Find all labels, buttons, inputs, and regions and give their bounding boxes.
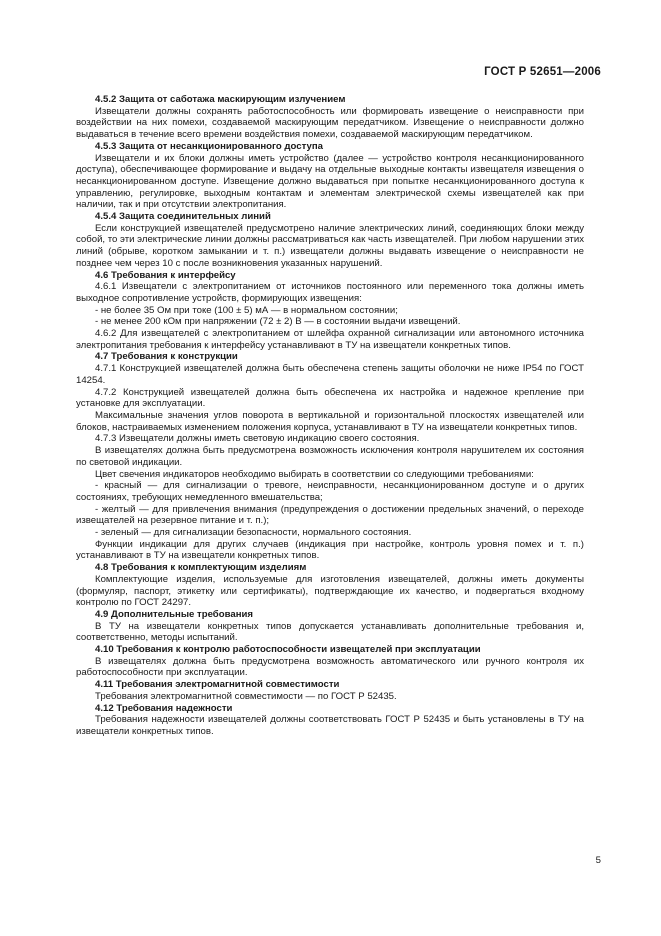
paragraph: Максимальные значения углов поворота в вертикальной и горизонтальной плоскостях извещателей или блоков, настраиваемых изменением положения корпуса, устанавливают в ТУ на извещатели конкретных типов. xyxy=(76,409,584,433)
page-number: 5 xyxy=(595,855,601,866)
section-heading-4-8: 4.8 Требования к комплектующим изделиям xyxy=(95,562,307,574)
paragraph: Извещатели и их блоки должны иметь устройство (далее — устройство контроля несанкционированного доступа), обеспечивающее формирование и выдачу на отдельные выходные контакты извещателя извещения о несанкционированном доступе. Извещение должно выдаваться при попытке несанкционированного доступа к управлению, регулировке, выходным контактам и элементам электрической схемы извещателей как при наличии, так и при отсутствии электропитания. xyxy=(76,152,584,211)
section-heading-4-6: 4.6 Требования к интерфейсу xyxy=(95,269,236,281)
list-item: - красный — для сигнализации о тревоге, неисправности, несанкционированном доступе и о других состояниях, требующих немедленного вмешательства; xyxy=(76,480,584,503)
section-heading-4-5-3: 4.5.3 Защита от несанкционированного доступа xyxy=(95,140,323,152)
paragraph: Требования электромагнитной совместимости — по ГОСТ Р 52435. xyxy=(95,690,397,702)
list-item: - не более 35 Ом при токе (100 ± 5) мА — в нормальном состоянии; xyxy=(95,304,398,316)
document-body xyxy=(76,94,584,738)
paragraph: 4.7.1 Конструкцией извещателей должна быть обеспечена степень защиты оболочки не ниже IP54 по ГОСТ 14254. xyxy=(76,363,584,386)
list-item: - зеленый — для сигнализации безопасности, нормального состояния. xyxy=(95,527,412,539)
document-code: ГОСТ Р 52651—2006 xyxy=(484,66,601,78)
paragraph: Извещатели должны сохранять работоспособность или формировать извещение о неисправности при воздействии на них помехи, создаваемой маскирующим передатчиком. Извещение о неисправности должно выдаваться в течение всего времени воздействия помехи, создаваемой маскирующим передатчиком. xyxy=(76,105,584,141)
section-heading-4-11: 4.11 Требования электромагнитной совместимости xyxy=(95,679,340,691)
section-heading-4-9: 4.9 Дополнительные требования xyxy=(95,608,253,620)
paragraph: Требования надежности извещателей должны соответствовать ГОСТ Р 52435 и быть установлены в ТУ на извещатели конкретных типов. xyxy=(76,714,584,737)
paragraph: Если конструкцией извещателей предусмотрено наличие электрических линий, соединяющих блоки между собой, то эти электрические линии должны рассматриваться как часть извещателей. При любом нарушении этих линий (обрыве, коротком замыкании и т. п.) извещатели должны выдавать извещение о неисправности не позднее чем через 10 с после возникновения указанных нарушений. xyxy=(76,222,584,269)
section-heading-4-5-2: 4.5.2 Защита от саботажа маскирующим излучением xyxy=(95,94,346,105)
section-heading-4-7: 4.7 Требования к конструкции xyxy=(95,351,238,363)
list-item: - не менее 200 кОм при напряжении (72 ± 2) В — в состоянии выдачи извещений. xyxy=(95,316,461,328)
paragraph: В ТУ на извещатели конкретных типов допускается устанавливать дополнительные требования и, соответственно, методы испытаний. xyxy=(76,620,584,644)
paragraph: 4.6.1 Извещатели с электропитанием от источников постоянного или переменного тока должны иметь выходное сопротивление устройств, формирующих извещения: xyxy=(76,281,584,304)
paragraph: В извещателях должна быть предусмотрена возможность автоматического или ручного контроля их работоспособности при эксплуатации. xyxy=(76,655,584,679)
list-item: - желтый — для привлечения внимания (предупреждения о достижении предельных значений, о переходе извещателей на резервное питание и т. п.); xyxy=(76,503,584,527)
section-heading-4-5-4: 4.5.4 Защита соединительных линий xyxy=(95,211,271,223)
paragraph: В извещателях должна быть предусмотрена возможность исключения контроля нарушителем их состояния по световой индикации. xyxy=(76,445,584,468)
section-heading-4-12: 4.12 Требования надежности xyxy=(95,702,233,714)
paragraph: 4.6.2 Для извещателей с электропитанием от шлейфа охранной сигнализации или автономного источника электропитания требования к интерфейсу устанавливают в ТУ на извещатели конкретных типов. xyxy=(76,328,584,351)
paragraph: 4.7.2 Конструкцией извещателей должна быть обеспечена их настройка и надежное крепление при установке для эксплуатации. xyxy=(76,386,584,410)
section-heading-4-10: 4.10 Требования к контролю работоспособности извещателей при эксплуатации xyxy=(95,644,481,656)
paragraph: Комплектующие изделия, используемые для изготовления извещателей, должны иметь документы (формуляр, паспорт, этикетку или сертификаты), подтверждающие их качество, и подвергаться входному контролю по ГОСТ 24297. xyxy=(76,573,584,609)
paragraph: Функции индикации для других случаев (индикация при настройке, контроль уровня помех и т. п.) устанавливают в ТУ на извещатели конкретных типов. xyxy=(76,538,584,562)
paragraph: 4.7.3 Извещатели должны иметь световую индикацию своего состояния. xyxy=(95,433,420,445)
paragraph: Цвет свечения индикаторов необходимо выбирать в соответствии со следующими требованиями: xyxy=(95,468,534,480)
